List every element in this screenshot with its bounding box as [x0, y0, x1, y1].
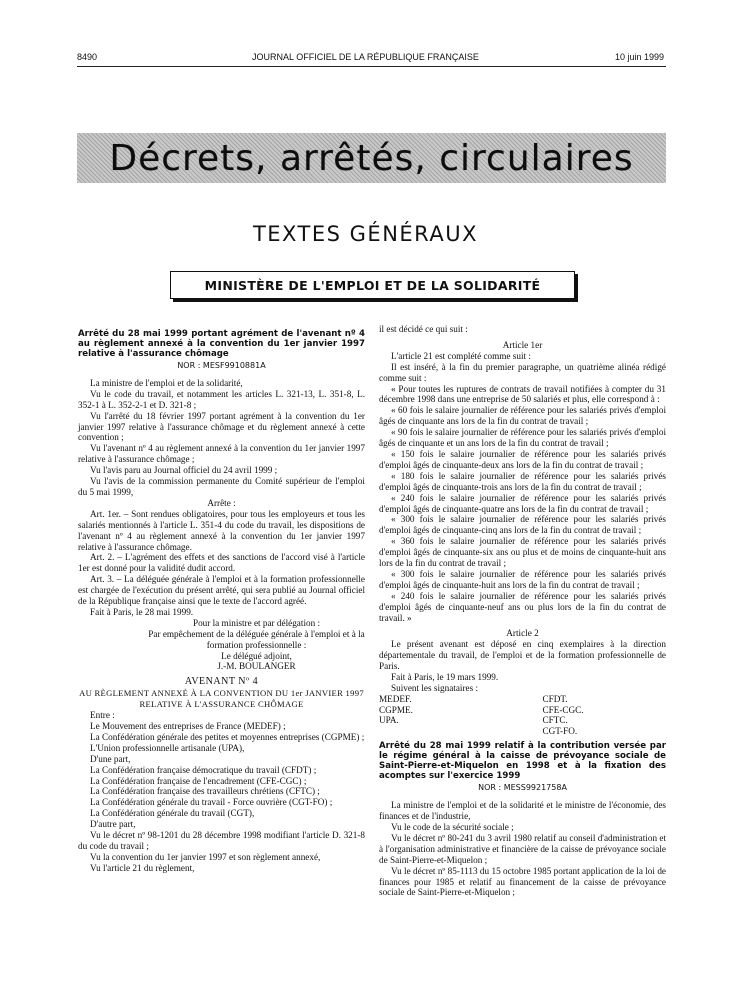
paragraph: Fait à Paris, le 19 mars 1999. — [391, 672, 499, 683]
nor-reference: NOR : MESS9921758A — [478, 783, 567, 793]
issue-date: 10 juin 1999 — [614, 52, 664, 62]
avenant-heading: AVENANT Nº 4 — [184, 676, 259, 688]
signatory: CFE-CGC. — [542, 704, 584, 715]
signatory: CGT-FO. — [542, 725, 578, 736]
paragraph: Vu le décret nº 98-1201 du 28 décembre 1998 modifiant l'article D. 321-8 du code du travail ; — [78, 830, 365, 851]
signature-line: J.-M. BOULANGER — [217, 661, 296, 672]
paragraph: La ministre de l'emploi et de la solidarité et le ministre de l'économie, des finances et de l'industrie, — [379, 800, 666, 822]
paragraph: « Pour toutes les ruptures de contrats de travail notifiées à compter du 31 décembre 1998 dans une entreprise de 50 salariés et plus, elle correspond à : — [379, 383, 666, 405]
paragraph: Vu la convention du 1er janvier 1997 et son règlement annexé, — [90, 851, 321, 862]
paragraph: Art. 3. – La déléguée générale à l'emploi et à la formation professionnelle est chargée de l'exécution du présent arrêté, qui sera publié au Journal officiel de la République française ainsi que le texte de l'accord agréé. — [78, 574, 365, 607]
paragraph: « 60 fois le salaire journalier de référence pour les salariés privés d'emploi âgés de cinquante ans lors de la fin du contrat de travail ; — [379, 405, 666, 427]
signatory: CGPME. — [379, 704, 413, 715]
journal-title: JOURNAL OFFICIEL DE LA RÉPUBLIQUE FRANÇAISE — [252, 52, 479, 62]
signatory: UPA. — [379, 715, 399, 726]
paragraph: « 150 fois le salaire journalier de référence pour les salariés privés d'emploi âgés de cinquante-deux ans lors de la fin du contrat de travail ; — [379, 448, 666, 470]
paragraph: Vu l'arrêté du 18 février 1997 portant agrément à la convention du 1er janvier 1997 relative à l'assurance chômage et du règlement annexé à cette convention ; — [78, 410, 365, 443]
ministry-title: MINISTÈRE DE L'EMPLOI ET DE LA SOLIDARITÉ — [204, 277, 541, 293]
signatory: CFTC. — [542, 715, 568, 726]
paragraph: D'une part, — [90, 753, 131, 764]
paragraph: Le Mouvement des entreprises de France (MEDEF) ; — [90, 721, 286, 731]
paragraph: La Confédération générale du travail - Force ouvrière (CGT-FO) ; — [90, 797, 333, 808]
paragraph: Vu le décret nº 85-1113 du 15 octobre 1985 portant application de la loi de finances pour 1985 et relatif au financement de la caisse de prévoyance sociale de Saint-Pierre-et-Miquelon ; — [379, 865, 666, 898]
paragraph: Vu l'article 21 du règlement, — [90, 862, 195, 873]
paragraph: « 240 fois le salaire journalier de référence pour les salariés privés d'emploi âgés de cinquante-quatre ans lors de la fin du contrat de travail ; — [379, 492, 666, 514]
paragraph: La ministre de l'emploi et de la solidarité, — [90, 377, 243, 388]
signature-line: Pour la ministre et par délégation : — [192, 617, 321, 628]
paragraph: Art. 2. – L'agrément des effets et des sanctions de l'accord visé à l'article 1er est donné pour la validité dudit accord. — [78, 552, 365, 574]
paragraph: D'autre part, — [90, 819, 136, 830]
paragraph: « 180 fois le salaire journalier de référence pour les salariés privés d'emploi âgés de cinquante-trois ans lors de la fin du contrat de travail ; — [379, 470, 666, 492]
paragraph: Le présent avenant est déposé en cinq exemplaires à la direction départementale du travail, de l'emploi et de la formation professionnelle de Paris. — [379, 639, 666, 672]
banner-title: Décrets, arrêtés, circulaires — [109, 137, 634, 179]
paragraph: Suivent les signataires : — [391, 683, 479, 693]
paragraph: Entre : — [90, 710, 115, 721]
paragraph: La Confédération française de l'encadrement (CFE-CGC) ; — [90, 775, 307, 786]
paragraph: « 360 fois le salaire journalier de référence pour les salariés privés d'emploi âgés de cinquante-six ans ou plus et de moins de cinquante-huit ans lors de la fin du contrat de travail ; — [379, 536, 666, 569]
rubric-banner — [77, 133, 666, 183]
paragraph: La Confédération française des travailleurs chrétiens (CFTC) ; — [90, 786, 320, 797]
paragraph: Fait à Paris, le 28 mai 1999. — [90, 606, 194, 617]
page-number: 8490 — [77, 52, 98, 62]
signature-line: Par empêchement de la déléguée générale à l'emploi et à la formation professionnelle : — [148, 628, 365, 650]
right-column — [379, 324, 666, 898]
paragraph: Vu le code du travail, et notamment les articles L. 321-13, L. 351-8, L. 352-1 à L. 352-2-1 et D. 321-8 ; — [78, 388, 365, 410]
signatory — [379, 726, 523, 737]
ministry-box — [170, 271, 575, 299]
paragraph: Il est inséré, à la fin du premier paragraphe, un quatrième alinéa rédigé comme suit : — [379, 361, 666, 383]
avenant-subheading: AU RÈGLEMENT ANNEXÉ À LA CONVENTION DU 1er JANVIER 1997 RELATIVE À L'ASSURANCE CHÔMAGE — [79, 688, 364, 710]
signatories-list — [379, 694, 666, 736]
paragraph: « 300 fois le salaire journalier de référence pour les salariés privés d'emploi âgés de cinquante-cinq ans lors de la fin du contrat de travail ; — [379, 514, 666, 536]
article-heading: Article 2 — [506, 628, 539, 639]
decree-title: Arrêté du 28 mai 1999 portant agrément de l'avenant nº 4 au règlement annexé à la convention du 1er janvier 1997 relative à l'assurance chômage — [78, 329, 365, 359]
paragraph: « 90 fois le salaire journalier de référence pour les salariés privés d'emploi âgés de cinquante et un ans lors de la fin du contrat de travail ; — [379, 427, 666, 449]
article-heading: Article 1er — [502, 339, 543, 350]
section-title: TEXTES GÉNÉRAUX — [252, 222, 479, 246]
paragraph: L'Union professionnelle artisanale (UPA), — [90, 742, 245, 753]
header-rule — [77, 66, 666, 67]
paragraph: Art. 1er. – Sont rendues obligatoires, pour tous les employeurs et tous les salariés mentionnés à l'article L. 351-4 du code du travail, les dispositions de l'avenant nº 4 au règlement annexé à la convention du 1er janvier 1997 relative à l'assurance chômage. — [78, 508, 365, 552]
decree-title: Arrêté du 28 mai 1999 relatif à la contribution versée par le régime général à la caisse de prévoyance sociale de Saint-Pierre-et-Miquelon en 1998 et à la fixation des acomptes sur l'exercice 1999 — [379, 741, 666, 782]
paragraph: La Confédération générale du travail (CGT), — [90, 808, 255, 819]
paragraph: Vu l'avenant nº 4 au règlement annexé à la convention du 1er janvier 1997 relative à l'assurance chômage ; — [78, 443, 365, 465]
left-column — [78, 324, 365, 874]
paragraph: il est décidé ce qui suit : — [379, 324, 468, 334]
paragraph: Vu l'avis de la commission permanente du Comité supérieur de l'emploi du 5 mai 1999, — [78, 476, 365, 497]
paragraph: La Confédération française démocratique du travail (CFDT) ; — [90, 764, 317, 775]
signatory: CFDT. — [542, 693, 568, 704]
signatory: MEDEF. — [379, 693, 412, 704]
paragraph: Vu le décret nº 80-241 du 3 avril 1980 relatif au conseil d'administration et à l'organisation administrative et financière de la caisse de prévoyance sociale de Saint-Pierre-et-Miquelon ; — [379, 832, 666, 865]
paragraph: Vu le code de la sécurité sociale ; — [391, 822, 514, 832]
signature-line: Le délégué adjoint, — [221, 650, 292, 661]
paragraph: « 240 fois le salaire journalier de référence pour les salariés privés d'emploi âgés de cinquante-neuf ans ou plus lors de la fin du contrat de travail. » — [379, 590, 666, 623]
paragraph: La Confédération générale des petites et moyennes entreprises (CGPME) ; — [90, 731, 365, 742]
paragraph: « 300 fois le salaire journalier de référence pour les salariés privés d'emploi âgés de cinquante-huit ans lors de la fin du contrat de travail ; — [379, 568, 666, 590]
paragraph: Vu l'avis paru au Journal officiel du 24 avril 1999 ; — [90, 465, 278, 476]
nor-reference: NOR : MESF9910881A — [177, 361, 266, 370]
article-heading: Arrête : — [207, 497, 236, 508]
paragraph: L'article 21 est complété comme suit : — [391, 350, 531, 361]
